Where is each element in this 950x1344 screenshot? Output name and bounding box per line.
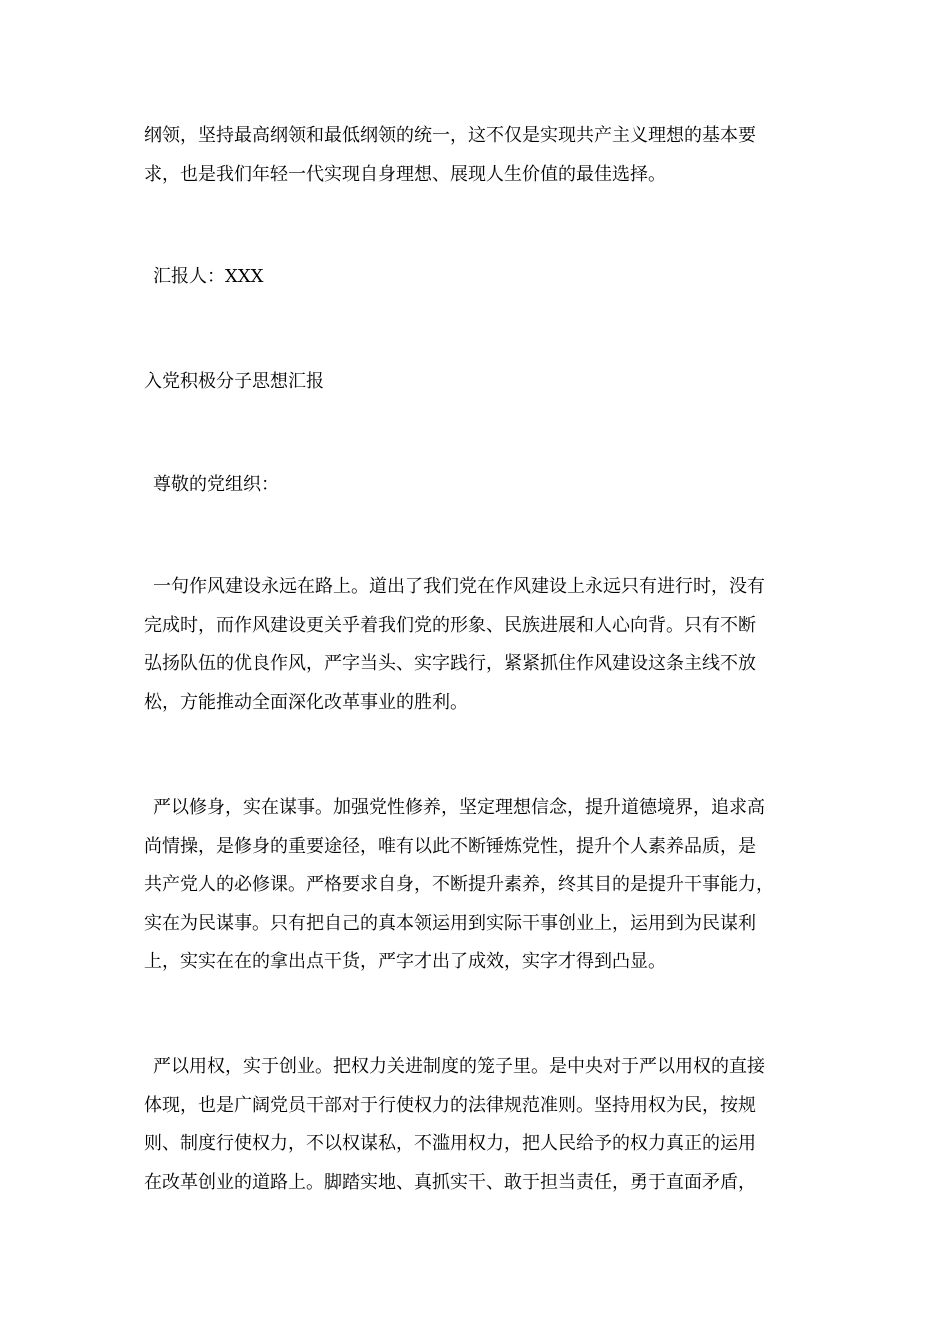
salutation-text: 尊敬的党组织：: [153, 474, 279, 495]
paragraph-program-continuation: [144, 117, 814, 194]
text-line: 共产党人的必修课。严格要求自身，不断提升素养，终其目的是提升干事能力，: [144, 874, 774, 895]
text-line: 一句作风建设永远在路上。道出了我们党在作风建设上永远只有进行时，没有: [153, 576, 765, 597]
paragraph-use-of-power: [144, 1048, 814, 1202]
title-text: 入党积极分子思想汇报: [144, 371, 324, 392]
reporter-name: 汇报人：XXX: [153, 266, 264, 287]
text-line: 松，方能推动全面深化改革事业的胜利。: [144, 691, 468, 713]
text-line: 体现，也是广阔党员干部对于行使权力的法律规范准则。坚持用权为民，按规: [144, 1094, 756, 1116]
text-line: 严以用权，实于创业。把权力关进制度的笼子里。是中央对于严以用权的直接: [153, 1056, 765, 1077]
text-line: 尚情操，是修身的重要途径，唯有以此不断锤炼党性，提升个人素养品质，是: [144, 835, 756, 857]
text-line: 完成时，而作风建设更关乎着我们党的形象、民族进展和人心向背。只有不断: [144, 614, 756, 636]
text-line: 实在为民谋事。只有把自己的真本领运用到实际干事创业上，运用到为民谋利: [144, 912, 756, 934]
salutation: [144, 466, 823, 505]
text-line: 严以修身，实在谋事。加强党性修养，坚定理想信念，提升道德境界，追求高: [153, 797, 765, 818]
text-line: 求，也是我们年轻一代实现自身理想、展现人生价值的最佳选择。: [144, 163, 666, 185]
text-line: 弘扬队伍的优良作风，严字当头、实字践行，紧紧抓住作风建设这条主线不放: [144, 653, 756, 674]
text-line: 在改革创业的道路上。脚踏实地、真抓实干、敢于担当责任，勇于直面矛盾，: [144, 1171, 756, 1193]
text-line: 上，实实在在的拿出点干货，严字才出了成效，实字才得到凸显。: [144, 951, 666, 972]
text-line: 纲领，坚持最高纲领和最低纲领的统一，这不仅是实现共产主义理想的基本要: [144, 125, 756, 146]
text-line: 则、制度行使权力，不以权谋私，不滥用权力，把人民给予的权力真正的运用: [144, 1133, 756, 1154]
reporter-signature: [144, 258, 823, 297]
paragraph-self-cultivation: [144, 789, 814, 982]
document-title: [144, 363, 814, 402]
paragraph-work-style: [144, 568, 814, 722]
